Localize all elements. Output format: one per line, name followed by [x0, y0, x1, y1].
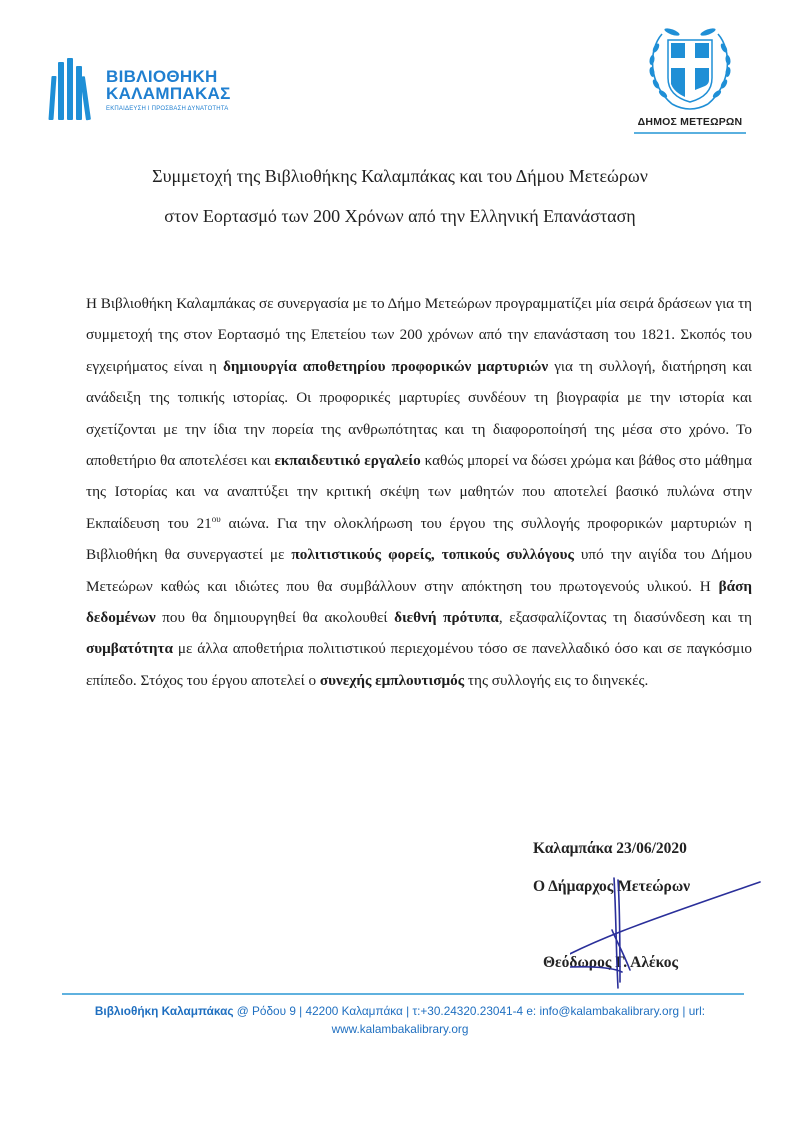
library-logo-tagline: ΕΚΠΑΙΔΕΥΣΗ І ΠΡΟΣΒΑΣΗ ΔΥΝΑΤΟΤΗΤΑ [106, 106, 229, 112]
library-logo [50, 58, 240, 128]
body-text-segment: υπό την αιγίδα του Δήμου Μετεώρων καθώς και ιδιώτες που θα συμβάλλουν στην απόκτηση του πρωτογενούς υλικού. Η [86, 546, 752, 595]
footer-address: @ Ρόδου 9 | 42200 Καλαμπάκα | τ:+30.24320.23041-4 e: info@kalambakalibrary.org | url: [233, 1004, 706, 1018]
body-paragraph [86, 288, 752, 696]
greek-coat-of-arms-icon [642, 22, 738, 114]
body-text-segment: για τη συλλογή, διατήρηση και ανάδειξη της τοπικής ιστορίας. Οι προφορικές μαρτυρίες συνδέουν τη βιογραφία με την ιστορία και σχετίζονται με την ίδια την πορεία της ανθρωπότητας και τη διαφοροποίησή της μέσα στο χρόνο. Το αποθετήριο θα αποτελέσει και [86, 357, 752, 470]
library-logo-line2: ΚΑΛΑΜΠΑΚΑΣ [106, 84, 231, 103]
body-text-segment: Η Βιβλιοθήκη Καλαμπάκας σε συνεργασία με το Δήμο Μετεώρων προγραμματίζει μία σειρά δράσεων για τη συμμετοχή της στον Εορτασμό της Επετείου των 200 χρόνων από την επανάσταση του 1821. Σκοπός του εγχειρήματος είναι η [86, 295, 752, 375]
bold-phrase: διεθνή πρότυπα [394, 609, 499, 627]
body-text-segment: , εξασφαλίζοντας τη διασύνδεση και τη [498, 609, 752, 627]
signatory-name: Θεόδωρος Γ. Αλέκος [543, 954, 679, 971]
document-title-line2: στον Εορτασμό των 200 Χρόνων από την Ελληνική Επανάσταση [164, 206, 636, 226]
footer-contact [0, 1004, 800, 1018]
books-icon [50, 58, 94, 120]
bold-phrase: δημιουργία αποθετηρίου προφορικών μαρτυριών [223, 357, 549, 375]
bold-phrase: συνεχής εμπλουτισμός [319, 671, 465, 689]
bold-phrase: βάση δεδομένων [86, 577, 752, 627]
body-text-segment: αιώνα. Για την ολοκλήρωση του έργου της συλλογής προφορικών μαρτυριών η Βιβλιοθήκη θα συνεργαστεί με [86, 514, 752, 564]
body-text-segment: που θα δημιουργηθεί θα ακολουθεί [155, 609, 395, 627]
crest-divider [634, 132, 746, 134]
body-text-segment: με άλλα αποθετήρια πολιτιστικού περιεχομένου τόσο σε πανελλαδικό όσο και σε παγκόσμιο επίπεδο. Στόχος του έργου αποτελεί ο [86, 640, 752, 689]
document-title-line1: Συμμετοχή της Βιβλιοθήκης Καλαμπάκας και του Δήμου Μετεώρων [152, 166, 648, 186]
ordinal-superscript: ου [211, 513, 221, 524]
bold-phrase: συμβατότητα [86, 640, 173, 658]
body-text-segment: καθώς μπορεί να δώσει χρώμα και βάθος στο μάθημα της Ιστορίας και να αναπτύξει την κριτική σκέψη των μαθητών που αποτελεί βασικό πυλώνα στην Εκπαίδευση του 21 [86, 452, 752, 532]
body-text-segment: της συλλογής εις το διηνεκές. [464, 671, 649, 689]
footer-divider [62, 993, 744, 995]
bold-phrase: πολιτιστικούς φορείς, τοπικούς συλλόγους [291, 546, 574, 564]
handwritten-signature [570, 870, 770, 990]
footer-website-link[interactable]: www.kalambakalibrary.org [331, 1022, 469, 1036]
municipality-name: ΔΗΜΟΣ ΜΕΤΕΩΡΩΝ [637, 116, 743, 128]
municipality-crest [632, 22, 748, 147]
footer-org-name: Βιβλιοθήκη Καλαμπάκας [94, 1004, 234, 1018]
signature-date: Καλαμπάκα 23/06/2020 [533, 840, 687, 857]
signatory-role: Ο Δήμαρχος Μετεώρων [533, 878, 691, 895]
bold-phrase: εκπαιδευτικό εργαλείο [274, 452, 421, 470]
library-logo-line1: ΒΙΒΛΙΟΘΗΚΗ [106, 67, 218, 86]
